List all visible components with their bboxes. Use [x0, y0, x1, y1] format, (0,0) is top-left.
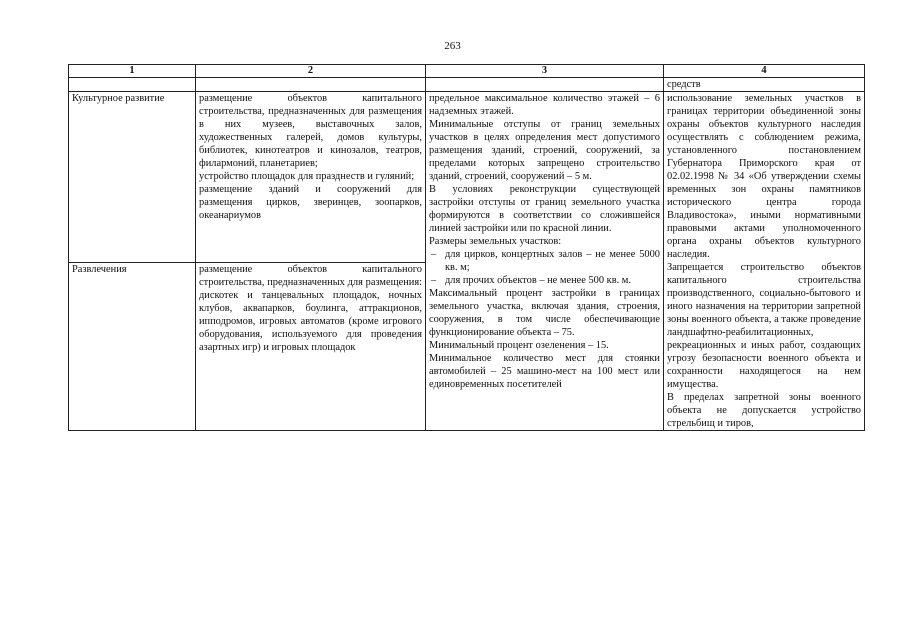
parameter-plot-sizes: Размеры земельных участков: [429, 236, 562, 247]
restrictions-cell [664, 92, 865, 431]
continuation-row [69, 78, 865, 92]
restriction-heritage: использование земельных участков в границах территории объединенной зоны охраны объектов культурного наследия осуществлять с соблюдением режима, установленного постановлением Губернатора Приморского края от 02.02.1998 № 34 «Об утверждении схемы временных зон охраны памятников исторического центра города Владивостока», иными нормативными правовыми актами уполномоченного органа охраны объектов культурного наследия. [667, 93, 861, 260]
parameter-reconstruction: В условиях реконструкции существующей застройки отступы от границ земельного участка формируются в соответствии со сложившейся линией застройки или по красной линии. [429, 184, 660, 234]
parameters-cell [426, 92, 664, 431]
parameter-floors: предельное максимальное количество этажей – 6 надземных этажей. [429, 93, 660, 117]
description-text: размещение объектов капитального строительства, предназначенных для размещения в них музеев, выставочных залов, художественных галерей, домов культуры, библиотек, кинотеатров и кинозалов, театров, филармоний, планетариев; устройство площадок для празднеств и гуляний; размещение зданий и сооружений для размещения цирков, зверинцев, зоопарков, океанариумов [199, 93, 422, 221]
use-type-name [69, 263, 196, 431]
empty-cell [69, 78, 196, 92]
use-type-description [196, 92, 426, 263]
plot-size-list [429, 248, 660, 287]
parameter-setbacks: Минимальные отступы от границ земельных участков в целях определения мест допустимого размещения зданий, строений, сооружений, за пределами которых запрещено строительство зданий, строений, сооружений – 5 м. [429, 119, 660, 182]
list-item: – для прочих объектов – не менее 500 кв. м. [429, 274, 660, 287]
empty-cell [196, 78, 426, 92]
use-type-label: Развлечения [72, 264, 127, 275]
parameter-parking: Минимальное количество мест для стоянки автомобилей – 25 машино-мест на 100 мест или единовременных посетителей [429, 353, 660, 390]
restriction-military-zone: Запрещается строительство объектов капитального строительства производственного, социально-бытового и иного назначения на территории запретной зоны военного объекта, а также проведение ландшафтно-реабилитационных, рекреационных и иных работ, создающих угрозу безопасности военного объекта и сохранности находящегося на нем имущества. [667, 262, 861, 390]
empty-cell [426, 78, 664, 92]
restriction-shooting-ranges: В пределах запретной зоны военного объекта не допускается устройство стрельбищ и тиров, [667, 392, 861, 429]
zoning-table [68, 64, 865, 431]
parameter-coverage: Максимальный процент застройки в границах земельного участка, включая здания, строения, сооружения, в том числе обеспечивающие функционирование объекта – 75. [429, 288, 660, 338]
column-number-4: 4 [664, 65, 865, 78]
parameter-greening: Минимальный процент озеленения – 15. [429, 340, 609, 351]
continuation-text: средств [664, 78, 865, 92]
page-number: 263 [444, 40, 461, 52]
use-type-name [69, 92, 196, 263]
column-number-2: 2 [196, 65, 426, 78]
description-text: размещение объектов капитального строительства, предназначенных для размещения: дискотек и танцевальных площадок, ночных клубов, аквапарков, боулинга, аттракционов, ипподромов, игровых автоматов (кроме игрового оборудования, используемого для проведения азартных игр) и игровых площадок [199, 264, 422, 353]
use-type-description [196, 263, 426, 431]
list-item: – для цирков, концертных залов – не менее 5000 кв. м; [429, 248, 660, 274]
column-number-1: 1 [69, 65, 196, 78]
table-row [69, 92, 865, 263]
use-type-label: Культурное развитие [72, 93, 165, 104]
column-numbers-row [69, 65, 865, 78]
column-number-3: 3 [426, 65, 664, 78]
